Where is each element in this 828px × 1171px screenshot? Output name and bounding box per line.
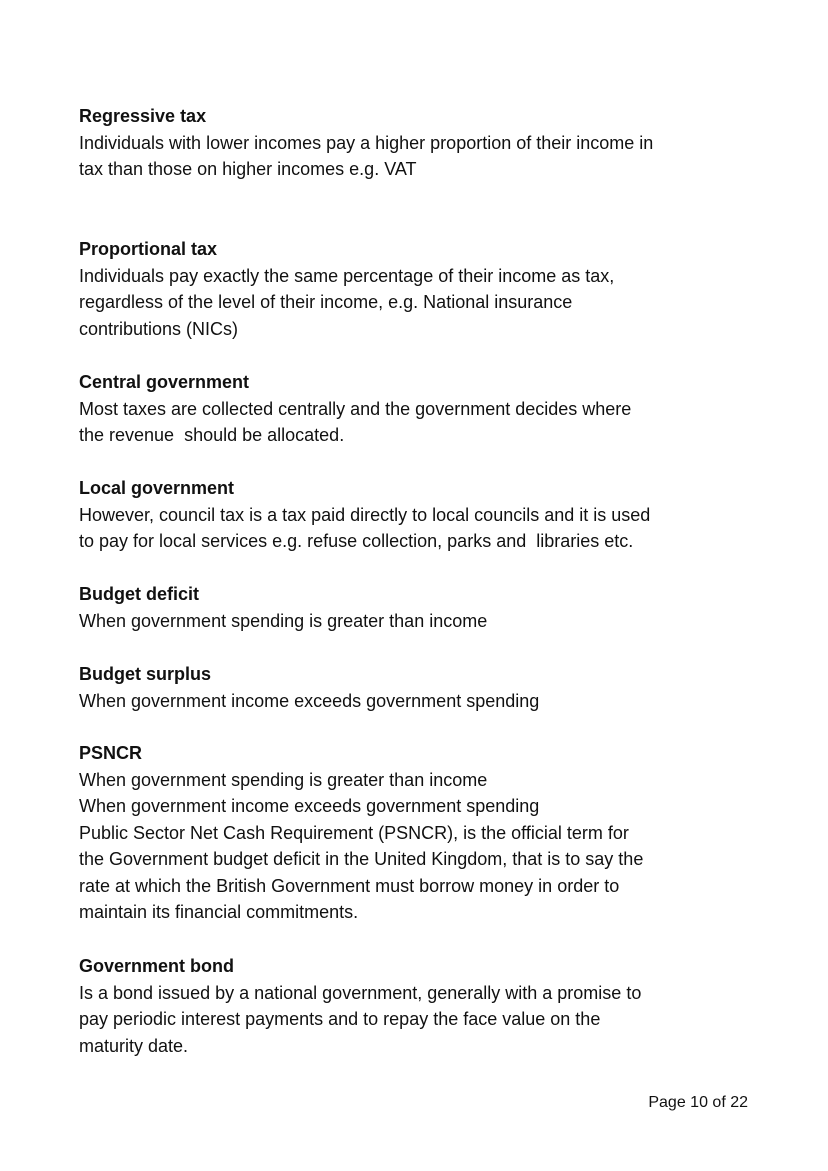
definition-line: the Government budget deficit in the United Kingdom, that is to say the	[79, 849, 644, 869]
definition-line: maintain its financial commitments.	[79, 902, 359, 922]
page-number: Page 10 of 22	[648, 1094, 748, 1111]
glossary-entry-regressive-tax	[79, 103, 759, 183]
definition-line: Most taxes are collected centrally and the government decides where	[79, 398, 632, 419]
glossary-entry-government-bond	[79, 953, 759, 1059]
term-heading: Budget deficit	[79, 584, 199, 604]
term-heading: Regressive tax	[79, 106, 207, 126]
glossary-entry-local-government	[79, 475, 759, 555]
glossary-entry-budget-surplus	[79, 661, 759, 714]
definition-line: pay periodic interest payments and to repay the face value on the	[79, 1009, 601, 1029]
definition-line: to pay for local services e.g. refuse collection, parks and libraries etc.	[79, 531, 634, 551]
definition-line: However, council tax is a tax paid directly to local councils and it is used	[79, 504, 651, 525]
definition-line: Individuals pay exactly the same percentage of their income as tax,	[79, 265, 615, 286]
definition-line: tax than those on higher incomes e.g. VAT	[79, 159, 417, 179]
definition-line: When government spending is greater than income	[79, 610, 488, 631]
term-heading: Local government	[79, 478, 235, 498]
definition-line: Public Sector Net Cash Requirement (PSNCR), is the official term for	[79, 822, 629, 843]
definition-line: the revenue should be allocated.	[79, 425, 345, 445]
glossary-entry-budget-deficit	[79, 581, 759, 634]
definition-line: regardless of the level of their income, e.g. National insurance	[79, 292, 573, 312]
glossary-entry-psncr	[79, 740, 759, 926]
definition-line: When government spending is greater than income	[79, 769, 488, 790]
glossary-entry-proportional-tax	[79, 236, 759, 342]
term-heading: Government bond	[79, 956, 235, 976]
definition-line: Individuals with lower incomes pay a higher proportion of their income in	[79, 132, 654, 153]
glossary-entry-central-government	[79, 369, 759, 449]
definition-line: When government income exceeds government spending	[79, 690, 540, 711]
definition-line: Is a bond issued by a national government, generally with a promise to	[79, 982, 642, 1003]
definition-line: When government income exceeds government spending	[79, 796, 540, 816]
definition-line: rate at which the British Government must borrow money in order to	[79, 875, 620, 896]
term-heading: PSNCR	[79, 743, 143, 763]
term-heading: Proportional tax	[79, 239, 218, 259]
definition-line: contributions (NICs)	[79, 318, 239, 339]
term-heading: Central government	[79, 372, 250, 392]
definition-line: maturity date.	[79, 1035, 189, 1056]
term-heading: Budget surplus	[79, 664, 212, 684]
